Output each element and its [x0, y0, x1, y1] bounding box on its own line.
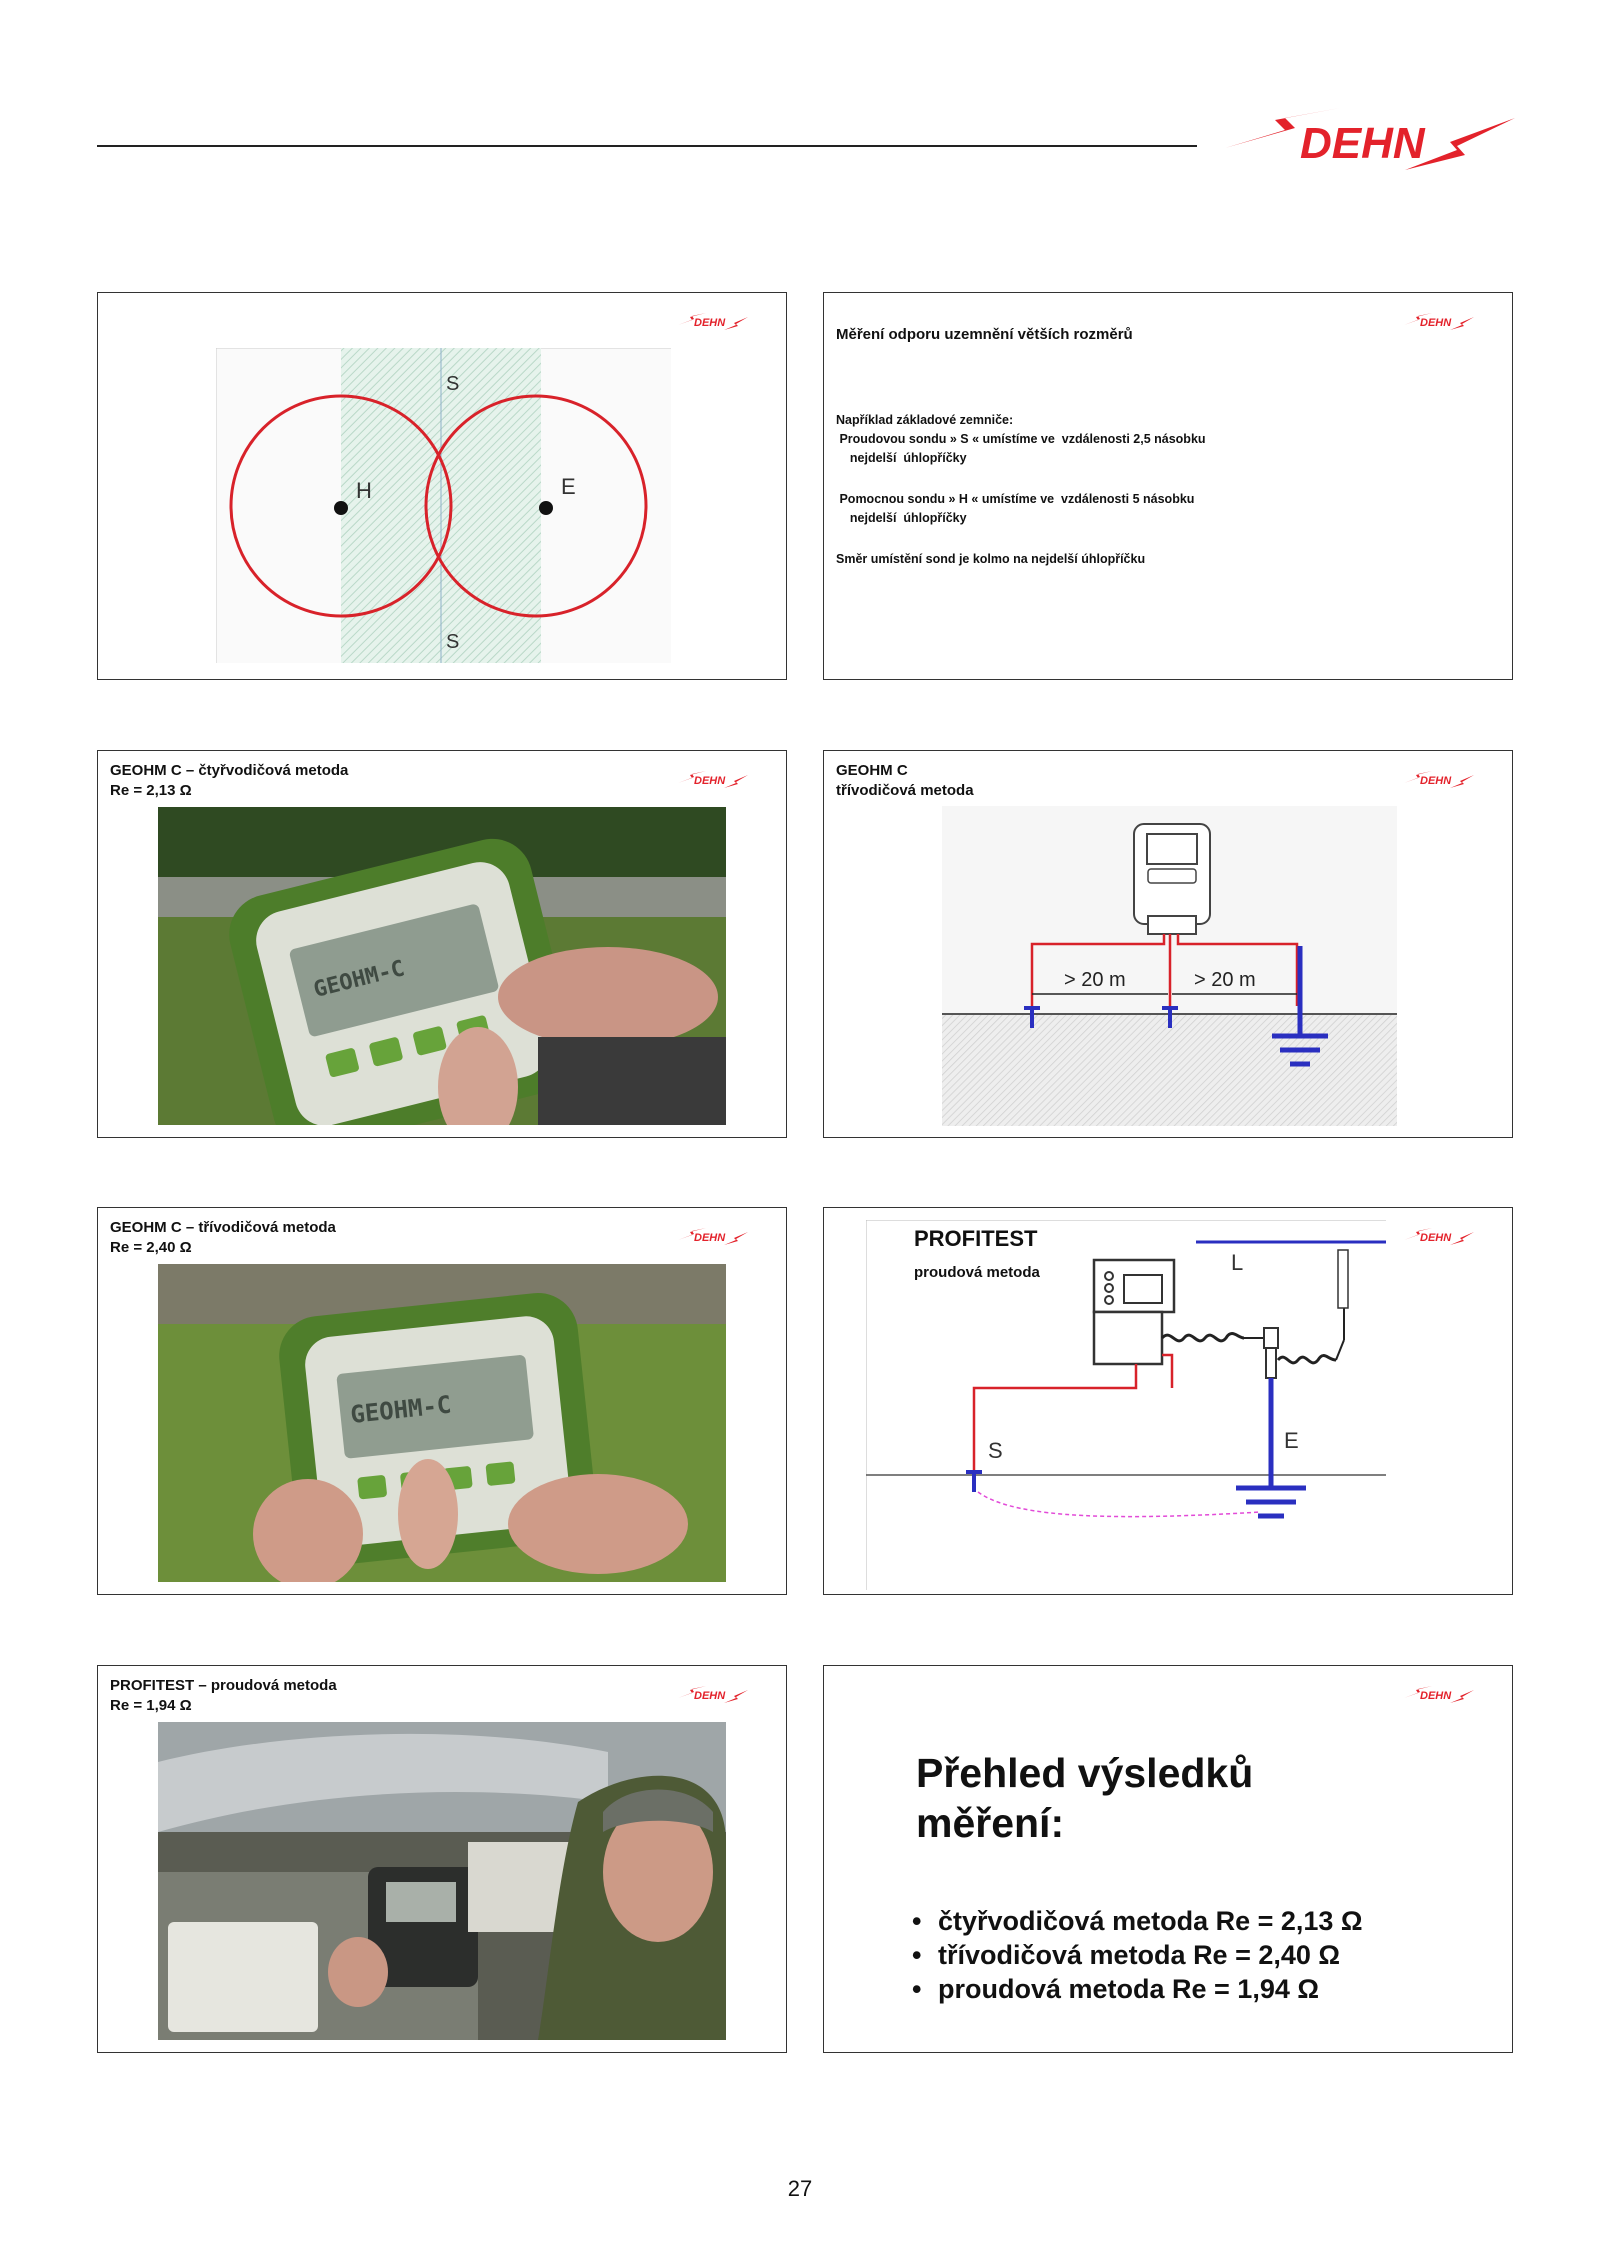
- label-e: E: [561, 474, 576, 499]
- slide-geohm-three-wire: [823, 750, 1513, 1138]
- svg-text:DEHN: DEHN: [694, 775, 726, 787]
- distance-label-1: > 20 m: [1064, 969, 1126, 991]
- slide-title-line2: Re = 2,13 Ω: [110, 782, 192, 799]
- dehn-mini-logo: [1404, 1226, 1474, 1246]
- body-line: Proudovou sondu » S « umístíme ve vzdálenosti 2,5 násobku: [836, 432, 1206, 446]
- dehn-logo: [1225, 100, 1515, 175]
- label-s: S: [988, 1438, 1003, 1463]
- slide-title-line1: GEOHM C – třívodičová metoda: [110, 1219, 336, 1236]
- body-line: [836, 468, 1206, 490]
- svg-text:DEHN: DEHN: [694, 1690, 726, 1702]
- circles-diagram: [216, 348, 671, 663]
- label-l: L: [1231, 1250, 1244, 1275]
- label-e: E: [1284, 1428, 1299, 1453]
- slide-title: PROFITEST: [914, 1226, 1038, 1251]
- body-line: [836, 528, 1206, 550]
- slide-title: [110, 1676, 337, 1716]
- slide-title: [110, 761, 348, 801]
- svg-text:DEHN: DEHN: [694, 317, 726, 329]
- slide-geohm-three-wire-photo: [97, 1207, 787, 1595]
- svg-text:DEHN: DEHN: [1420, 1690, 1452, 1702]
- body-line: nejdelší úhlopříčky: [836, 511, 967, 525]
- label-s-bottom: S: [446, 631, 460, 653]
- slide-title: [110, 1218, 336, 1258]
- slide-title-line2: Re = 1,94 Ω: [110, 1697, 192, 1714]
- body-line: Například základové zemniče:: [836, 413, 1014, 427]
- dehn-mini-logo: [678, 769, 748, 789]
- label-h: H: [356, 478, 372, 503]
- slide-title-line1: GEOHM C: [836, 762, 908, 779]
- slide-title-line2: třívodičová metoda: [836, 782, 974, 799]
- summary-item: • třívodičová metoda Re = 2,40 Ω: [912, 1938, 1363, 1972]
- dehn-mini-logo: [1404, 769, 1474, 789]
- summary-item: • čtyřvodičová metoda Re = 2,13 Ω: [912, 1904, 1363, 1938]
- svg-text:DEHN: DEHN: [1420, 1232, 1452, 1244]
- slide-title-line2: Re = 2,40 Ω: [110, 1239, 192, 1256]
- dehn-mini-logo: [678, 1684, 748, 1704]
- summary-item: • proudová metoda Re = 1,94 Ω: [912, 1972, 1363, 2006]
- body-line: nejdelší úhlopříčky: [836, 451, 967, 465]
- distance-label-2: > 20 m: [1194, 969, 1256, 991]
- slide-geohm-four-wire: [97, 750, 787, 1138]
- dehn-mini-logo: [678, 1226, 748, 1246]
- device-photo: [158, 807, 726, 1125]
- dehn-mini-logo: [1404, 311, 1474, 331]
- svg-text:DEHN: DEHN: [694, 1232, 726, 1244]
- slide-profitest-diagram: [823, 1207, 1513, 1595]
- slide-body: [836, 411, 1206, 569]
- header-rule: [97, 145, 1197, 147]
- slide-profitest-photo: [97, 1665, 787, 2053]
- summary-title: Přehled výsledků měření:: [916, 1750, 1254, 1846]
- three-wire-diagram: [942, 806, 1397, 1126]
- svg-text:DEHN: DEHN: [1420, 317, 1452, 329]
- measurement-photo: [158, 1722, 726, 2040]
- device-display-text: GEOHM-C: [311, 956, 408, 1003]
- summary-list: [912, 1904, 1363, 2006]
- slide-large-earthing: [823, 292, 1513, 680]
- device-display-text: GEOHM-C: [349, 1390, 453, 1429]
- dehn-logo-text: DEHN: [1300, 119, 1425, 168]
- dehn-mini-logo: [1404, 1684, 1474, 1704]
- slide-probe-circles: [97, 292, 787, 680]
- dehn-mini-logo: [678, 311, 748, 331]
- slide-subtitle: proudová metoda: [914, 1264, 1040, 1281]
- slide-title-line1: GEOHM C – čtyřvodičová metoda: [110, 762, 349, 779]
- slide-title: Měření odporu uzemnění větších rozměrů: [836, 326, 1133, 343]
- slide-title-line1: PROFITEST – proudová metoda: [110, 1677, 337, 1694]
- slide-summary: [823, 1665, 1513, 2053]
- device-photo: [158, 1264, 726, 1582]
- slide-title: [836, 761, 974, 801]
- body-line: Pomocnou sondu » H « umístíme ve vzdálenosti 5 násobku: [836, 492, 1195, 506]
- label-s-top: S: [446, 373, 460, 395]
- svg-text:DEHN: DEHN: [1420, 775, 1452, 787]
- body-line: Směr umístění sond je kolmo na nejdelší úhlopříčku: [836, 552, 1146, 566]
- page-number: 27: [787, 2176, 813, 2201]
